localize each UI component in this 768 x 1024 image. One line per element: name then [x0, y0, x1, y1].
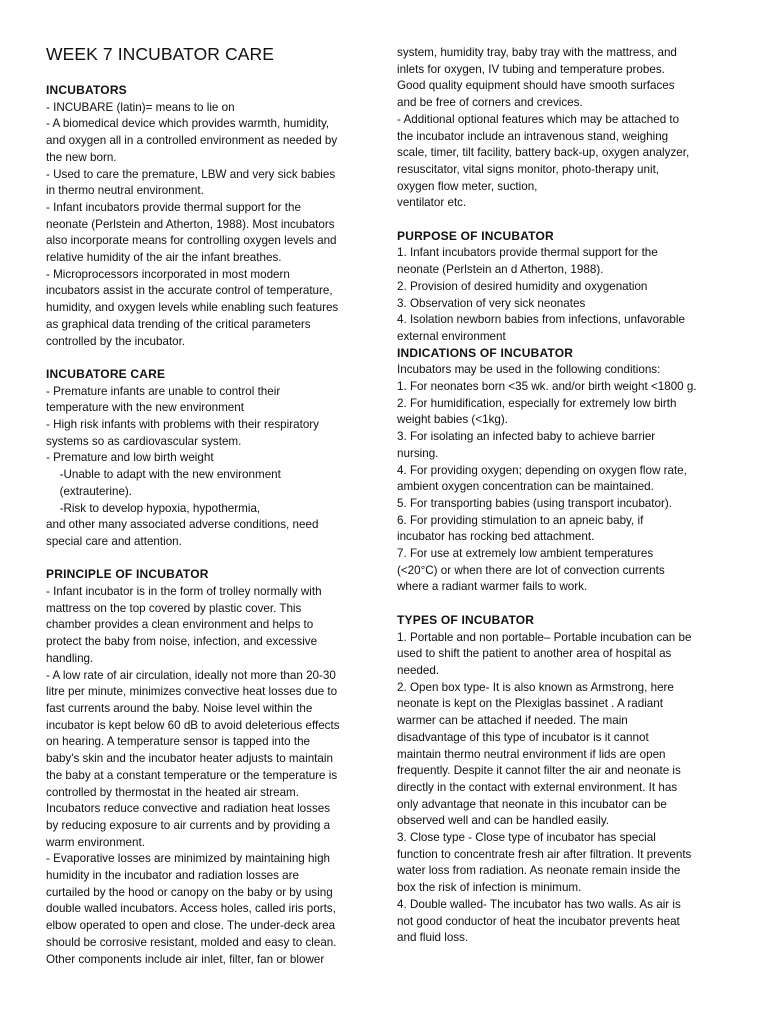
- principle-heading: PRINCIPLE OF INCUBATOR: [46, 567, 209, 582]
- incubators-line: - Infant incubators provide thermal support for the neonate (Perlstein and Atherton, 1988). Most incubators also incorporate means for controlling oxygen levels and relative humidity of the air the infant breathes.: [46, 199, 337, 265]
- indications-line: 2. For humidification, especially for extremely low birth weight babies (<1kg).: [397, 395, 677, 427]
- purpose-line: 3. Observation of very sick neonates: [397, 295, 586, 310]
- principle-line: - A low rate of air circulation, ideally not more than 20-30 litre per minute, minimizes convective heat losses due to fast currents around the baby. Noise level within the incubator is kept below 60 dB to avoid deleterious effects on hearing. A temperature sensor is tapped into the baby's skin and the incubator heater adjusts to maintain the baby at a constant temperature or the temperature is controlled by thermostat in the heated air stream. Incubators reduce convective and radiation heat losses by reducing exposure to air currents and by providing a warm environment.: [46, 667, 340, 849]
- types-line: 3. Close type - Close type of incubator has special function to concentrate fresh air after filtration. It prevents water loss from radiation. As neonate remain inside the box the risk of infection is minimum.: [397, 830, 692, 895]
- indications-line: 3. For isolating an infected baby to achieve barrier nursing.: [397, 429, 656, 460]
- care-line: - Premature infants are unable to control their temperature with the new environment: [46, 383, 281, 415]
- principle-line: - Infant incubator is in the form of trolley normally with mattress on the top covered by plastic cover. This chamber provides a clean environment and helps to protect the baby from noise, infection, and excessive handling.: [46, 584, 322, 665]
- incubators-line: - Used to care the premature, LBW and very sick babies in thermo neutral environment.: [46, 166, 336, 198]
- left-column: [46, 82, 368, 967]
- types-heading: TYPES OF INCUBATOR: [397, 612, 535, 627]
- care-sub-line: -Unable to adapt with the new environment (extrauterine).: [59, 467, 281, 498]
- purpose-heading: PURPOSE OF INCUBATOR: [397, 228, 554, 243]
- page-title: WEEK 7 INCUBATOR CARE: [46, 44, 275, 64]
- indications-line: 5. For transporting babies (using transport incubator).: [397, 495, 672, 510]
- types-line: 2. Open box type- It is also known as Armstrong, here neonate is kept on the Plexiglas bassinet . A radiant warmer can be attached if needed. The main disadvantage of this type of incubator is it cannot maintain thermo neutral environment if lids are open frequently. Despite it cannot filter the air and neonate is directly in the contact with external environment. It has only advantage that neonate in this incubator can be observed well and can be handled easily.: [397, 679, 681, 828]
- indications-line: 4. For providing oxygen; depending on oxygen flow rate, ambient oxygen concentration can be maintained.: [397, 462, 687, 494]
- care-tail: and other many associated adverse conditions, need special care and attention.: [46, 517, 319, 548]
- care-line: - High risk infants with problems with their respiratory systems so as cardiovascular system.: [46, 417, 319, 448]
- incubators-line: - INCUBARE (latin)= means to lie on: [46, 99, 235, 114]
- types-line: 4. Double walled- The incubator has two walls. As air is not good conductor of heat the incubator prevents heat and fluid loss.: [397, 896, 681, 945]
- indications-line: 7. For use at extremely low ambient temperatures (<20°C) or when there are lot of convection currents where a radiant warmer fails to work.: [397, 546, 665, 594]
- indications-line: 6. For providing stimulation to an apneic baby, if incubator has rocking bed attachment.: [397, 512, 644, 544]
- incubators-line: - A biomedical device which provides warmth, humidity, and oxygen all in a controlled environment as needed by the new born.: [46, 116, 338, 164]
- principle-line: - Evaporative losses are minimized by maintaining high humidity in the incubator and radiation losses are curtailed by the hood or canopy on the baby or by using double walled incubators. Access holes, called iris ports, elbow operated to open and close. The under-deck area should be corrosive resistant, molded and easy to clean. Other components include air inlet, filter, fan or blower: [46, 851, 337, 966]
- types-line: 1. Portable and non portable– Portable incubation can be used to shift the patient to another area of hospital as needed.: [397, 629, 692, 677]
- indications-heading: INDICATIONS OF INCUBATOR: [397, 345, 574, 360]
- incubators-heading: INCUBATORS: [46, 83, 127, 97]
- care-heading: INCUBATORE CARE: [46, 366, 166, 381]
- continuation-text: system, humidity tray, baby tray with the mattress, and inlets for oxygen, IV tubing and temperature probes. Good quality equipment should have smooth surfaces and be free of corners and crevices.: [397, 45, 677, 110]
- incubators-line: - Microprocessors incorporated in most modern incubators assist in the accurate control of temperature, humidity, and oxygen levels while enabling such features as graphical data trending of the critical parameters controlled by the incubator.: [46, 266, 339, 348]
- care-line: - Premature and low birth weight: [46, 450, 214, 465]
- purpose-line: 2. Provision of desired humidity and oxygenation: [397, 278, 648, 293]
- right-column: [397, 44, 735, 946]
- indications-line: 1. For neonates born <35 wk. and/or birth weight <1800 g.: [397, 379, 697, 394]
- optional-features: - Additional optional features which may be attached to the incubator include an intravenous stand, weighing scale, timer, tilt facility, battery back-up, oxygen analyzer, resuscitator, vital signs monitor, photo-therapy unit, oxygen flow meter, suction, ventilator etc.: [397, 111, 690, 210]
- care-sub-line: -Risk to develop hypoxia, hypothermia,: [59, 500, 261, 515]
- purpose-line: 1. Infant incubators provide thermal support for the neonate (Perlstein an d Atherton, 1988).: [397, 245, 658, 277]
- indications-line: Incubators may be used in the following conditions:: [397, 362, 661, 377]
- purpose-line: 4. Isolation newborn babies from infections, unfavorable external environment: [397, 312, 685, 343]
